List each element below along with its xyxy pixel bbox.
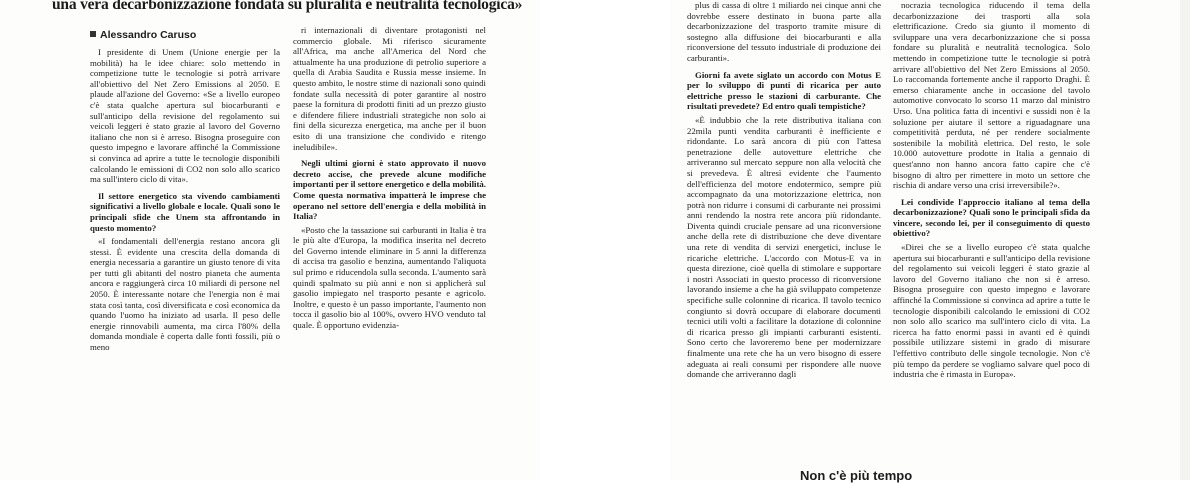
body-paragraph: «Direi che se a livello europeo c'è stata qualche apertura sui biocarburanti e sull'anticipo della revisione del regolamento sui veicoli leggeri è stato grazie al lavoro del Governo italiano che non si è arreso. Bisogna proseguire con questo impegno e lavorare affinché la Commissione si convinca ad aprire a tutte le tecnologie disponibili calcolando le emissioni di CO2 non solo allo scarico ma sull'intero ciclo di vita. La ricerca ha fatto enormi passi in avanti ed è quindi possibile utilizzare sistemi in grado di misurare l'effettivo contributo delle singole tecnologie. Non c'è più tempo da perdere se vogliamo salvare quel poco di industria che è rimasta in Europa».: [893, 242, 1090, 380]
byline-square-icon: [90, 31, 96, 37]
article-headline: una vera decarbonizzazione fondata su pluralità e neutralità tecnologica»: [52, 0, 523, 13]
body-paragraph: ri internazionali di diventare protagonisti nel commercio globale. Mi riferisco sicuramente all'Africa, ma anche all'America del Nord che attualmente ha una produzione di petrolio superiore a quella di Arabia Saudita e Russia messe insieme. In questo ambito, le nostre stime di nazionali sono quindi fondate sulla necessità di poter garantire al nostro paese la fornitura di prodotti finiti ad un prezzo giusto e difendere filiere industriali strategiche non solo ai fini della sicurezza energetica, ma anche per il buon esito di una transizione che condivido e ritengo ineludibile».: [293, 25, 486, 152]
body-paragraph: «È indubbio che la rete distributiva italiana con 22mila punti vendita carburanti è inefficiente e ridondante. Lo sarà ancora di più con l'attesa penetrazione delle autovetture elettriche che arriveranno sul mercato seppure non alla velocità che si prevedeva. È altresì evidente che l'aumento dell'efficienza del motore endotermico, sempre più accompagnato da una motorizzazione elettrica, non potrà non ridurre i consumi di carburante nei prossimi anni rendendo la nostra rete ancora più ridondante. Diventa quindi cruciale pensare ad una riconversione anche della rete di distribuzione che deve diventare una rete di vendita di servizi energetici, incluse le ricariche elettriche. L'accordo con Motus-E va in questa direzione, cioè quella di stimolare e supportare i nostri Associati in questo processo di riconversione lavorando insieme a che ha già sviluppato competenze specifiche sulle colonnine di ricarica. Il tavolo tecnico congiunto si dovrà occupare di elaborare documenti tecnici utili volti a facilitare la dotazione di colonnine di ricarica presso gli impianti carburanti esistenti. Sono certo che lavoreremo bene per modernizzare finalmente una rete che ha un vero bisogno di essere adeguata ai reali consumi per rispondere alle nuove domande che arriveranno dagli: [687, 114, 881, 380]
article-column-2: [293, 25, 486, 334]
body-paragraph: «I fondamentali dell'energia restano ancora gli stessi. È evidente una crescita della domanda di energia necessaria a garantire un giusto tenore di vita per tutti gli abitanti del nostro pianeta che aumenta ancora e raggiungerà circa 10 miliardi di persone nel 2050. È interessante notare che l'energia non è mai stata così tanta, così diversificata e così economica da quando l'uomo ha iniziato ad usarla. Il peso delle energie rinnovabili aumenta, ma circa l'80% della domanda mondiale è coperta dalle fonti fossili, più o meno: [90, 236, 280, 353]
question-paragraph: Il settore energetico sta vivendo cambiamenti significativi a livello globale e locale. Quali sono le principali sfide che Unem sta affrontando in questo momento?: [90, 190, 280, 233]
body-paragraph: nocrazia tecnologica riducendo il tema della decarbonizzazione dei trasporti alla sola elettrificazione. Credo sia giunto il momento di sviluppare una vera decarbonizzazione che si possa fondare su pluralità e neutralità tecnologica. Solo mettendo in competizione tutte le tecnologie si potrà arrivare all'obiettivo del Net Zero Emissions al 2050. Lo raccomanda fortemente anche il rapporto Draghi. È emerso chiaramente anche in occasione del tavolo automotive convocato lo scorso 11 marzo dal ministro Urso. Una politica fatta di incentivi e sussidi non è la soluzione per aiutare il settore a riguadagnare una competitività perduta, né per rendere socialmente sostenibile la mobilità elettrica. Del resto, le sole 10.000 autovetture prodotte in Italia a gennaio di quest'anno non hanno ancora fatto capire che c'è bisogno di altro per rimettere in moto un settore che rischia di andare verso una crisi irreversibile?».: [893, 0, 1090, 191]
question-paragraph: Negli ultimi giorni è stato approvato il nuovo decreto accise, che prevede alcune modifiche importanti per il settore energetico e della mobilità. Come questa normativa impatterà le imprese che operano nel settore dell'energia e della mobilità in Italia?: [293, 158, 486, 222]
body-paragraph: I presidente di Unem (Unione energie per la mobilità) ha le idee chiare: solo mettendo in competizione tutte le tecnologie si potrà arrivare all'obiettivo del Net Zero Emissions al 2050. E plaude all'azione del Governo: «Se a livello europeo c'è stata qualche apertura sul biocarburanti e sull'anticipo della revisione del regolamento sui veicoli leggeri è stato grazie al lavoro del Governo italiano che non si è arreso. Bisogna proseguire con questo impegno e lavorare affinché la Commissione si convinca ad aprire a tutte le tecnologie disponibili calcolando le emissioni di CO2 non solo allo scarico ma sull'intero ciclo di vita».: [90, 47, 280, 185]
page-gutter: [540, 0, 670, 480]
article-column-3: [687, 0, 881, 383]
question-paragraph: Giorni fa avete siglato un accordo con Motus E per lo sviluppo di punti di ricarica per auto elettriche presso le stazioni di carburante. Che risultati prevedete? Ed entro quali tempistiche?: [687, 69, 881, 112]
article-column-4: [893, 0, 1090, 383]
author-name: Alessandro Caruso: [100, 29, 197, 41]
page-edge: [1180, 0, 1190, 480]
article-column-1: [90, 47, 280, 356]
body-paragraph: plus di cassa di oltre 1 miliardo nei cinque anni che dovrebbe essere destinato in buona parte alla decarbonizzazione del trasporto tramite misure di sostegno alla diffusione dei biocarburanti e alla riconversione del tessuto industriale di produzione dei carburanti».: [687, 0, 881, 63]
question-paragraph: Lei condivide l'approccio italiano al tema della decarbonizzazione? Quali sono le principali sfida da vincere, secondo lei, per il conseguimento di questo obiettivo?: [893, 196, 1090, 239]
section-subhead: Non c'è più tempo: [800, 468, 913, 483]
byline: [90, 29, 196, 41]
body-paragraph: «Posto che la tassazione sui carburanti in Italia è tra le più alte d'Europa, la modifica inserita nel decreto del Governo intende eliminare in 5 anni la differenza di accisa tra gasolio e benzina, aumentando l'aliquota sul primo e riducendola sulla seconda. L'aumento sarà quindi spalmato su più anni e non si applicherà sul gasolio impiegato nel trasporto pesante e agricolo. Inoltre, e questo è un passo importante, l'aumento non tocca il gasolio bio al 100%, ovvero HVO venduto tal quale. È opportuno evidenzia-: [293, 224, 486, 331]
